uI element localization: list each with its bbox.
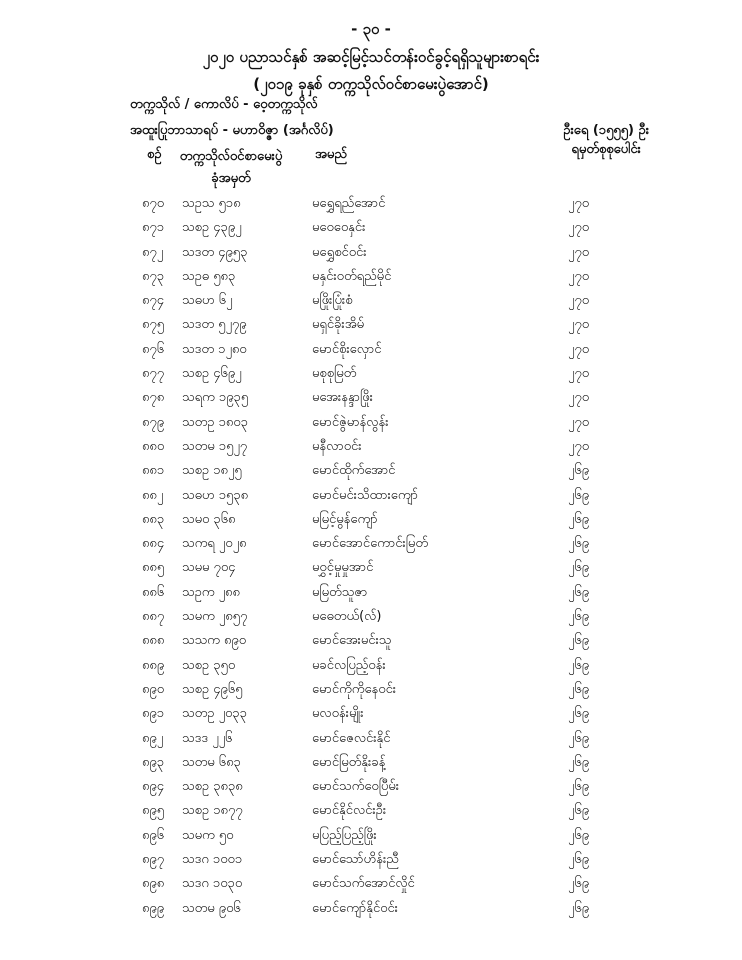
university-label: တက္ကသိုလ် / ကောလိပ် - ဝေ့တက္ကသိုလ် xyxy=(130,97,318,112)
row-number: ၈၈၀ xyxy=(142,438,165,454)
table-row xyxy=(0,268,742,292)
table-row xyxy=(0,584,742,608)
row-name: မပြည့်ပြည့်ဖြိုး xyxy=(312,827,377,843)
row-number: ၈၇၂ xyxy=(142,244,164,260)
row-name: မောင်နိုင်လင်းဦး xyxy=(312,803,387,819)
table-row xyxy=(0,535,742,559)
row-reg-number: သမက ၅၀ xyxy=(182,827,234,843)
row-number: ၈၉၉ xyxy=(142,900,165,916)
page-number: - ၃၀ - xyxy=(351,20,391,38)
table-row xyxy=(0,462,742,486)
row-reg-number: သဒဒ ၂၂၆ xyxy=(182,730,233,746)
row-number: ၈၉၅ xyxy=(142,803,165,819)
row-reg-number: သဥဓ ၅၈၃ xyxy=(182,268,236,284)
row-name: မရွှေစင်ဝင်း xyxy=(312,244,367,260)
table-row xyxy=(0,316,742,340)
row-reg-number: သဓဟ ၆၂ xyxy=(182,293,233,309)
row-marks: ၂၆၉ xyxy=(568,609,590,625)
row-marks: ၂၇၀ xyxy=(568,438,590,454)
row-marks: ၂၇၀ xyxy=(568,220,590,236)
row-number: ၈၈၉ xyxy=(142,657,165,673)
row-marks: ၂၇၀ xyxy=(568,390,590,406)
row-number: ၈၇၅ xyxy=(142,317,165,333)
table-header xyxy=(0,146,742,186)
row-name: မောင်အေးမင်းသူ xyxy=(312,633,392,649)
row-name: မစုစုမြတ် xyxy=(312,366,357,382)
column-header-no: စဉ် xyxy=(147,147,162,162)
row-number: ၈၈၂ xyxy=(142,487,164,503)
table-row xyxy=(0,705,742,729)
table-row xyxy=(0,341,742,365)
table-row xyxy=(0,851,742,875)
row-reg-number: သမမ ၇၀၄ xyxy=(182,560,236,576)
column-header-name: အမည် xyxy=(315,147,347,162)
table-row xyxy=(0,292,742,316)
row-number: ၈၇၉ xyxy=(142,414,165,430)
row-marks: ၂၆၉ xyxy=(568,754,590,770)
row-number: ၈၈၈ xyxy=(142,633,165,649)
row-marks: ၂၆၉ xyxy=(568,852,590,868)
row-reg-number: သဥသ ၅၁၈ xyxy=(182,196,241,211)
row-number: ၈၉၀ xyxy=(142,681,165,697)
table-row xyxy=(0,244,742,268)
table-row xyxy=(0,559,742,583)
row-marks: ၂၇၀ xyxy=(568,268,590,284)
row-number: ၈၇၆ xyxy=(142,341,165,357)
row-name: မရှင်ခိုးအိမ် xyxy=(312,317,365,333)
row-number: ၈၈၃ xyxy=(142,511,165,527)
row-name: မောင်ဇွဲမာန်လွန်း xyxy=(312,414,389,430)
marks-column-header: ရမှတ်စုစုပေါင်း xyxy=(571,142,641,157)
row-reg-number: သစဥ ၁၈၇၇ xyxy=(182,803,243,819)
row-reg-number: သစဥ ၃၈၃၈ xyxy=(182,779,243,795)
row-number: ၈၈၆ xyxy=(142,584,165,600)
row-reg-number: သဒဂ ၁၀၃၀ xyxy=(182,876,243,892)
document-title: ၂၀၂၀ ပညာသင်နှစ် အဆင့်မြင့်သင်တန်းဝင်ခွင့်ရရှိသူများစာရင်း xyxy=(202,48,540,66)
row-number: ၈၇၄ xyxy=(142,293,165,309)
row-marks: ၂၇၀ xyxy=(568,317,590,333)
row-name: မောင်သော်ဟိန်းညီ xyxy=(312,852,399,868)
row-reg-number: သစဥ ၄၆၉၂ xyxy=(182,366,242,382)
row-name: မောင်အောင်ကောင်းမြတ် xyxy=(312,536,428,552)
row-marks: ၂၆၉ xyxy=(568,584,590,600)
row-name: မမြတ်သူဇာ xyxy=(312,584,368,600)
row-name: မောင်ထိုက်အောင် xyxy=(312,463,396,479)
row-number: ၈၇၇ xyxy=(142,366,165,382)
row-name: မလဝန်းမျိုး xyxy=(312,706,364,722)
row-reg-number: သဒဂ ၁၀၀၁ xyxy=(182,852,243,868)
column-header-reg-line1: တက္ကသိုလ်ဝင်စာမေးပွဲ xyxy=(179,149,283,164)
row-number: ၈၉၃ xyxy=(142,754,165,770)
table-row xyxy=(0,827,742,851)
row-reg-number: သတမ ၆၈၃ xyxy=(182,754,241,770)
row-marks: ၂၇၀ xyxy=(568,366,590,382)
row-reg-number: သစဥ ၁၈၂၅ xyxy=(182,463,242,479)
table-row xyxy=(0,754,742,778)
row-number: ၈၉၆ xyxy=(142,827,165,843)
row-name: မရွှေရည်အောင် xyxy=(312,196,386,211)
row-reg-number: သရက ၁၉၃၅ xyxy=(182,390,249,406)
row-name: မောင်စိုးလှောင် xyxy=(312,341,382,357)
row-name: မောင်ကိုကိုနေဝင်း xyxy=(312,681,397,697)
row-reg-number: သတဥ ၁၈၀၃ xyxy=(182,414,248,430)
row-marks: ၂၆၉ xyxy=(568,536,590,552)
row-number: ၈၇၀ xyxy=(142,196,165,211)
row-reg-number: သဒတ ၅၂၇၉ xyxy=(182,317,247,333)
table-row xyxy=(0,875,742,899)
row-marks: ၂၆၉ xyxy=(568,560,590,576)
table-row xyxy=(0,657,742,681)
row-reg-number: သမက ၂၈၅၇ xyxy=(182,609,248,625)
table-row xyxy=(0,632,742,656)
row-number: ၈၈၅ xyxy=(142,560,165,576)
table-row xyxy=(0,802,742,826)
row-name: မဓေတယ်(လ်) xyxy=(312,609,382,625)
major-label: အထူးပြုဘာသာရပ် - မဟာဝိဇ္ဇာ (အင်္ဂလိပ်) xyxy=(130,123,334,138)
row-marks: ၂၆၉ xyxy=(568,779,590,795)
row-name: မနှင်းဝတ်ရည်မိုင် xyxy=(312,268,392,284)
row-marks: ၂၆၉ xyxy=(568,827,590,843)
row-marks: ၂၆၉ xyxy=(568,487,590,503)
table-row xyxy=(0,511,742,535)
row-reg-number: သသက ၈၉၀ xyxy=(182,633,247,649)
table-row xyxy=(0,365,742,389)
row-name: မဝေဝေနှင်း xyxy=(312,220,366,236)
results-table xyxy=(0,195,742,924)
table-row xyxy=(0,608,742,632)
table-row xyxy=(0,389,742,413)
row-number: ၈၈၄ xyxy=(142,536,165,552)
row-number: ၈၈၁ xyxy=(142,463,165,479)
row-reg-number: သတမ ၉၀၆ xyxy=(182,900,241,916)
table-row xyxy=(0,681,742,705)
row-name: မအေးနန္ဒာဖြိုး xyxy=(312,390,373,406)
row-number: ၈၉၁ xyxy=(142,706,165,722)
row-number: ၈၉၄ xyxy=(142,779,165,795)
table-row xyxy=(0,730,742,754)
row-marks: ၂၆၉ xyxy=(568,633,590,649)
table-row xyxy=(0,195,742,219)
row-marks: ၂၆၉ xyxy=(568,730,590,746)
column-header-reg xyxy=(176,146,286,190)
table-row xyxy=(0,487,742,511)
table-row xyxy=(0,414,742,438)
row-marks: ၂၆၉ xyxy=(568,463,590,479)
row-reg-number: သတမ ၁၅၂၇ xyxy=(182,438,248,454)
column-header-reg-line2: ခုံအမှတ် xyxy=(211,171,251,186)
row-marks: ၂၇၀ xyxy=(568,244,590,260)
row-name: မောင်မင်းသိထားကျော် xyxy=(312,487,418,503)
row-reg-number: သဒတ ၄၉၅၃ xyxy=(182,244,248,260)
table-row xyxy=(0,219,742,243)
row-marks: ၂၇၀ xyxy=(568,293,590,309)
row-marks: ၂၆၉ xyxy=(568,803,590,819)
row-reg-number: သတဥ ၂၀၃၃ xyxy=(182,706,247,722)
row-number: ၈၇၃ xyxy=(142,268,165,284)
row-reg-number: သစဥ ၄၃၉၂ xyxy=(182,220,242,236)
row-reg-number: သဥက ၂၈၈ xyxy=(182,584,240,600)
row-marks: ၂၆၉ xyxy=(568,681,590,697)
row-reg-number: သဓဟ ၁၅၃၈ xyxy=(182,487,249,503)
table-row xyxy=(0,900,742,924)
row-number: ၈၈၇ xyxy=(142,609,165,625)
row-name: မောင်ဇေလင်းနိုင် xyxy=(312,730,391,746)
row-marks: ၂၇၀ xyxy=(568,196,590,211)
row-marks: ၂၆၉ xyxy=(568,511,590,527)
row-name: မနီလာဝင်း xyxy=(312,438,362,454)
row-number: ၈၉၈ xyxy=(142,876,165,892)
row-name: မဝွှင့်မှုမှုအာင် xyxy=(312,560,374,576)
row-number: ၈၇၁ xyxy=(142,220,165,236)
row-marks: ၂၆၉ xyxy=(568,657,590,673)
row-reg-number: သမဝ ၃၆၈ xyxy=(182,511,236,527)
total-count: ဦးရေ (၁၅၅၅) ဦး xyxy=(563,123,649,138)
row-marks: ၂၆၉ xyxy=(568,706,590,722)
row-reg-number: သစဥ ၃၅၀ xyxy=(182,657,236,673)
row-reg-number: သကရ ၂၀၂၈ xyxy=(182,536,247,552)
row-number: ၈၉၇ xyxy=(142,852,165,868)
row-number: ၈၉၂ xyxy=(142,730,164,746)
row-reg-number: သဒတ ၁၂၈၀ xyxy=(182,341,247,357)
row-marks: ၂၇၀ xyxy=(568,414,590,430)
row-name: မောင်မြတ်နိုးခန့် xyxy=(312,754,386,770)
row-marks: ၂၆၉ xyxy=(568,900,590,916)
table-row xyxy=(0,438,742,462)
document-subtitle: (၂၀၁၉ ခုနှစ် တက္ကသိုလ်ဝင်စာမေးပွဲအောင်) xyxy=(253,75,489,93)
row-name: မမြင့်မွန်ကျော် xyxy=(312,511,378,527)
table-row xyxy=(0,778,742,802)
row-name: မောင်သက်အောင်လှိုင် xyxy=(312,876,415,892)
row-reg-number: သစဥ ၄၉၆၅ xyxy=(182,681,243,697)
row-number: ၈၇၈ xyxy=(142,390,165,406)
row-name: မောင်သက်ဝေပြီမ်း xyxy=(312,779,400,795)
row-marks: ၂၆၉ xyxy=(568,876,590,892)
row-name: မောင်ကျော်နိုင်ဝင်း xyxy=(312,900,398,916)
row-name: မဖြိုးပြုံးစံ xyxy=(312,293,353,309)
row-name: မခင်လပြည့်ဝန်း xyxy=(312,657,386,673)
row-marks: ၂၇၀ xyxy=(568,341,590,357)
